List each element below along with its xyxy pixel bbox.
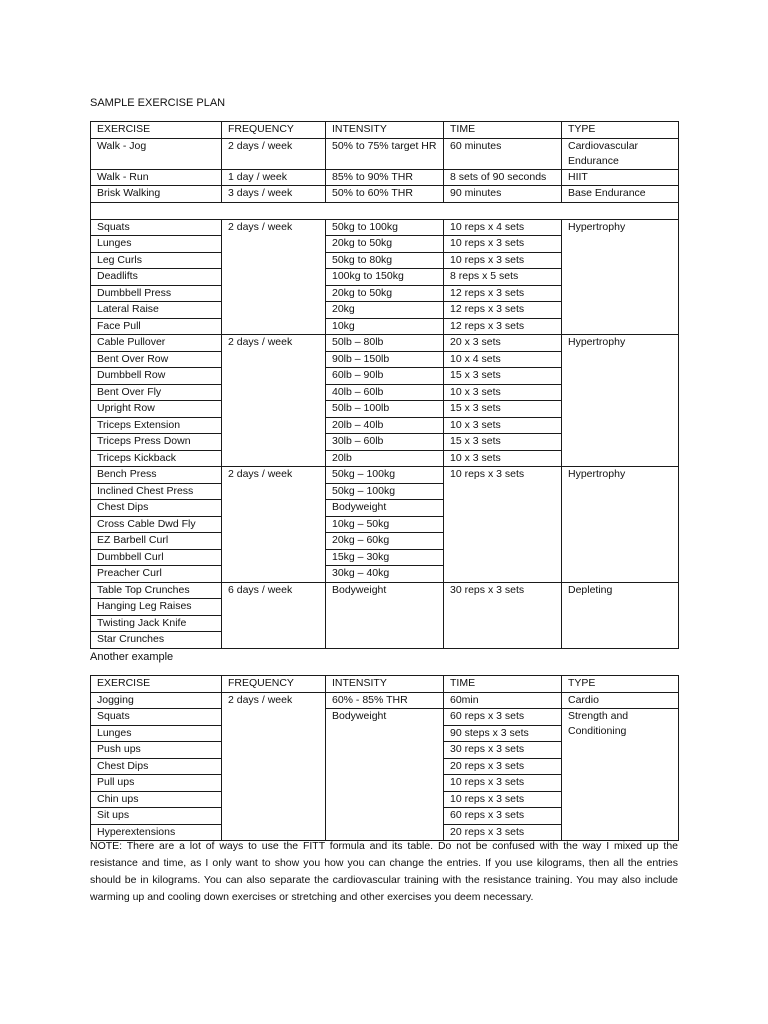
intensity-cell: 30lb – 60lb	[326, 434, 444, 451]
intensity-cell: 10kg – 50kg	[326, 516, 444, 533]
frequency-cell: 2 days / week	[222, 138, 326, 169]
intensity-cell: 85% to 90% THR	[326, 169, 444, 186]
intensity-cell: 20lb	[326, 450, 444, 467]
header-intensity: INTENSITY	[326, 676, 444, 693]
time-cell: 20 reps x 3 sets	[444, 824, 562, 841]
intensity-cell: 90lb – 150lb	[326, 351, 444, 368]
intensity-cell: Bodyweight	[326, 500, 444, 517]
header-time: TIME	[444, 122, 562, 139]
time-cell: 8 sets of 90 seconds	[444, 169, 562, 186]
intensity-cell: 50lb – 80lb	[326, 335, 444, 352]
time-cell: 10 x 3 sets	[444, 417, 562, 434]
exercise-cell: Push ups	[91, 742, 222, 759]
exercise-cell: Twisting Jack Knife	[91, 615, 222, 632]
intensity-cell: 50kg to 100kg	[326, 219, 444, 236]
intensity-cell: 15kg – 30kg	[326, 549, 444, 566]
spacer-row	[91, 202, 679, 219]
intensity-cell: 20lb – 40lb	[326, 417, 444, 434]
time-cell: 10 x 3 sets	[444, 384, 562, 401]
intensity-cell: 60% - 85% THR	[326, 692, 444, 709]
exercise-cell: Lunges	[91, 725, 222, 742]
header-frequency: FREQUENCY	[222, 122, 326, 139]
frequency-cell: 2 days / week	[222, 219, 326, 335]
time-cell: 30 reps x 3 sets	[444, 742, 562, 759]
intensity-cell: 20kg to 50kg	[326, 285, 444, 302]
intensity-cell: 100kg to 150kg	[326, 269, 444, 286]
table-row	[91, 582, 679, 599]
type-cell: Hypertrophy	[562, 335, 679, 467]
intensity-cell: 40lb – 60lb	[326, 384, 444, 401]
intensity-cell: 50kg to 80kg	[326, 252, 444, 269]
type-cell: Hypertrophy	[562, 219, 679, 335]
intensity-cell: Bodyweight	[326, 582, 444, 648]
exercise-cell: Dumbbell Press	[91, 285, 222, 302]
frequency-cell: 1 day / week	[222, 169, 326, 186]
intensity-cell: 50lb – 100lb	[326, 401, 444, 418]
time-cell: 12 reps x 3 sets	[444, 285, 562, 302]
time-cell: 15 x 3 sets	[444, 401, 562, 418]
exercise-cell: Sit ups	[91, 808, 222, 825]
time-cell: 8 reps x 5 sets	[444, 269, 562, 286]
intensity-cell: 20kg to 50kg	[326, 236, 444, 253]
table-row	[91, 692, 679, 709]
exercise-cell: Jogging	[91, 692, 222, 709]
header-time: TIME	[444, 676, 562, 693]
frequency-cell: 2 days / week	[222, 467, 326, 583]
exercise-cell: Bent Over Fly	[91, 384, 222, 401]
time-cell: 15 x 3 sets	[444, 434, 562, 451]
intensity-cell: 60lb – 90lb	[326, 368, 444, 385]
table-row	[91, 709, 679, 726]
intensity-cell: 10kg	[326, 318, 444, 335]
frequency-cell: 2 days / week	[222, 335, 326, 467]
time-cell: 60min	[444, 692, 562, 709]
time-cell: 20 reps x 3 sets	[444, 758, 562, 775]
exercise-cell: Dumbbell Curl	[91, 549, 222, 566]
plan-title: SAMPLE EXERCISE PLAN	[90, 97, 226, 109]
table-row	[91, 467, 679, 484]
exercise-cell: Chin ups	[91, 791, 222, 808]
example-title: Another example	[90, 651, 174, 663]
header-exercise: EXERCISE	[91, 122, 222, 139]
intensity-cell: 30kg – 40kg	[326, 566, 444, 583]
frequency-cell: 2 days / week	[222, 692, 326, 841]
table-row	[91, 169, 679, 186]
time-cell: 10 x 4 sets	[444, 351, 562, 368]
exercise-cell: Upright Row	[91, 401, 222, 418]
exercise-cell: Bench Press	[91, 467, 222, 484]
header-intensity: INTENSITY	[326, 122, 444, 139]
intensity-cell: 20kg – 60kg	[326, 533, 444, 550]
time-cell: 10 reps x 3 sets	[444, 467, 562, 583]
time-cell: 90 minutes	[444, 186, 562, 203]
time-cell: 10 reps x 4 sets	[444, 219, 562, 236]
header-frequency: FREQUENCY	[222, 676, 326, 693]
exercise-cell: Chest Dips	[91, 500, 222, 517]
exercise-cell: Cross Cable Dwd Fly	[91, 516, 222, 533]
exercise-cell: Triceps Kickback	[91, 450, 222, 467]
exercise-cell: Leg Curls	[91, 252, 222, 269]
time-cell: 10 reps x 3 sets	[444, 775, 562, 792]
exercise-cell: Brisk Walking	[91, 186, 222, 203]
table-row	[91, 219, 679, 236]
table-row	[91, 186, 679, 203]
type-cell: Cardio	[562, 692, 679, 709]
exercise-cell: Squats	[91, 709, 222, 726]
header-row	[91, 676, 679, 693]
exercise-cell: Star Crunches	[91, 632, 222, 649]
blank-row-cell	[91, 202, 679, 219]
exercise-cell: Squats	[91, 219, 222, 236]
header-exercise: EXERCISE	[91, 676, 222, 693]
intensity-cell: 50kg – 100kg	[326, 467, 444, 484]
header-type: TYPE	[562, 676, 679, 693]
time-cell: 30 reps x 3 sets	[444, 582, 562, 648]
exercise-cell: Hyperextensions	[91, 824, 222, 841]
exercise-cell: Pull ups	[91, 775, 222, 792]
frequency-cell: 3 days / week	[222, 186, 326, 203]
header-type: TYPE	[562, 122, 679, 139]
type-cell: Depleting	[562, 582, 679, 648]
exercise-cell: Dumbbell Row	[91, 368, 222, 385]
exercise-plan-table	[90, 121, 679, 649]
time-cell: 90 steps x 3 sets	[444, 725, 562, 742]
exercise-cell: Lateral Raise	[91, 302, 222, 319]
intensity-cell: 50% to 60% THR	[326, 186, 444, 203]
time-cell: 60 reps x 3 sets	[444, 808, 562, 825]
exercise-cell: Face Pull	[91, 318, 222, 335]
time-cell: 20 x 3 sets	[444, 335, 562, 352]
time-cell: 12 reps x 3 sets	[444, 302, 562, 319]
table-row	[91, 335, 679, 352]
time-cell: 60 reps x 3 sets	[444, 709, 562, 726]
time-cell: 10 reps x 3 sets	[444, 236, 562, 253]
exercise-cell: Inclined Chest Press	[91, 483, 222, 500]
exercise-cell: Hanging Leg Raises	[91, 599, 222, 616]
exercise-cell: Deadlifts	[91, 269, 222, 286]
example-plan-table	[90, 675, 679, 841]
exercise-cell: Chest Dips	[91, 758, 222, 775]
intensity-cell: Bodyweight	[326, 709, 444, 841]
time-cell: 15 x 3 sets	[444, 368, 562, 385]
frequency-cell: 6 days / week	[222, 582, 326, 648]
type-cell: Cardiovascular Endurance	[562, 138, 679, 169]
type-cell: HIIT	[562, 169, 679, 186]
type-cell: Hypertrophy	[562, 467, 679, 583]
exercise-cell: Bent Over Row	[91, 351, 222, 368]
exercise-cell: EZ Barbell Curl	[91, 533, 222, 550]
time-cell: 10 reps x 3 sets	[444, 252, 562, 269]
table-row	[91, 138, 679, 169]
exercise-cell: Table Top Crunches	[91, 582, 222, 599]
type-cell: Strength and Conditioning	[562, 709, 679, 841]
intensity-cell: 20kg	[326, 302, 444, 319]
time-cell: 10 reps x 3 sets	[444, 791, 562, 808]
note-paragraph: NOTE: There are a lot of ways to use the FITT formula and its table. Do not be confused with the way I mixed up the resistance and time, as I only want to show you how you can change the entries. If you use kilograms, then all the entries should be in kilograms. You can also separate the cardiovascular training with the resistance training. You may also include warming up and cooling down exercises or stretching and other exercises you deem necessary.	[90, 840, 678, 903]
exercise-cell: Walk - Jog	[91, 138, 222, 169]
exercise-cell: Walk - Run	[91, 169, 222, 186]
type-cell: Base Endurance	[562, 186, 679, 203]
exercise-cell: Preacher Curl	[91, 566, 222, 583]
intensity-cell: 50% to 75% target HR	[326, 138, 444, 169]
exercise-cell: Triceps Press Down	[91, 434, 222, 451]
time-cell: 12 reps x 3 sets	[444, 318, 562, 335]
time-cell: 10 x 3 sets	[444, 450, 562, 467]
exercise-cell: Lunges	[91, 236, 222, 253]
exercise-cell: Triceps Extension	[91, 417, 222, 434]
time-cell: 60 minutes	[444, 138, 562, 169]
exercise-cell: Cable Pullover	[91, 335, 222, 352]
header-row	[91, 122, 679, 139]
intensity-cell: 50kg – 100kg	[326, 483, 444, 500]
